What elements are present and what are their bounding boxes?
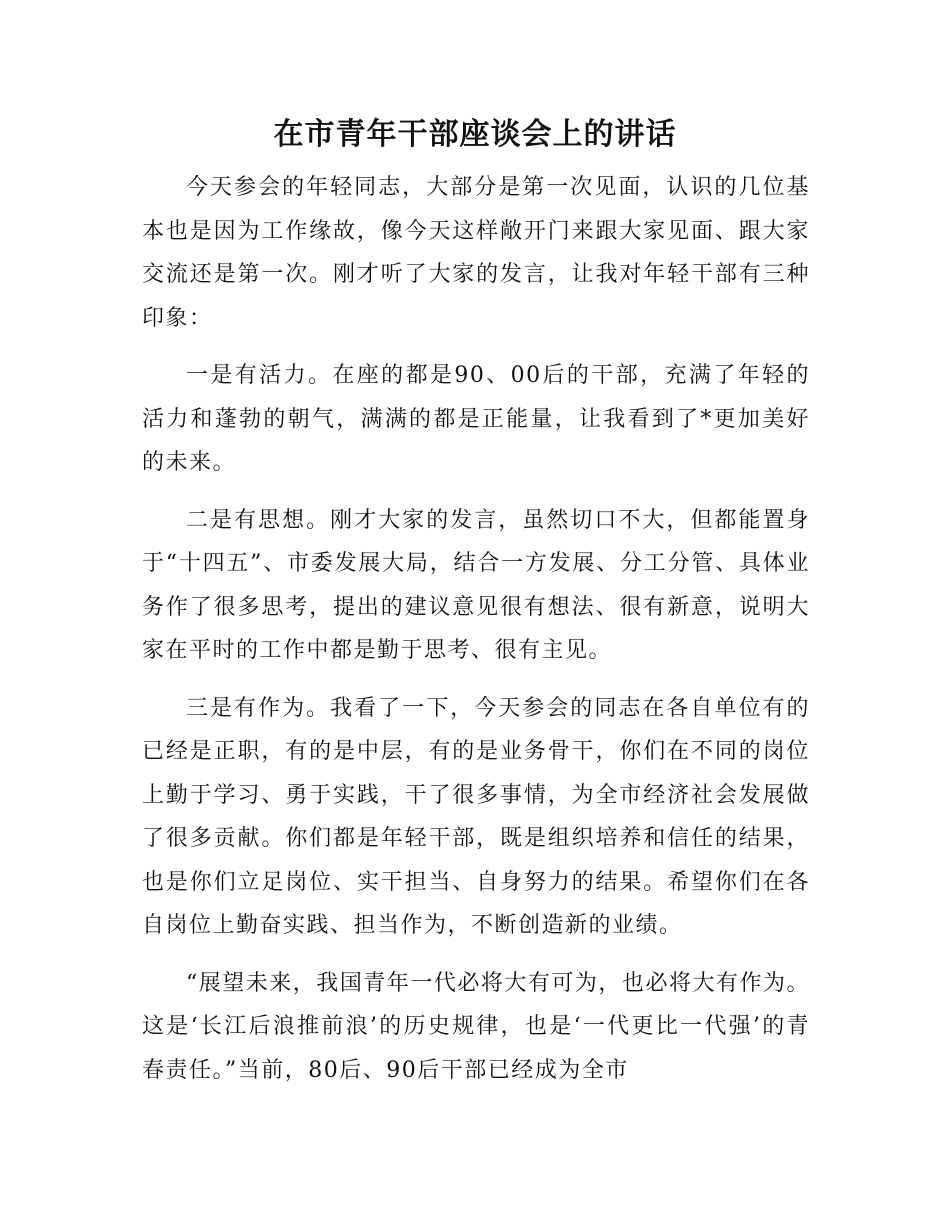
document-body xyxy=(142,166,810,1106)
document-title: 在市青年干部座谈会上的讲话 xyxy=(273,117,677,152)
paragraph-vitality: 一是有活力。在座的都是90、00后的干部，充满了年轻的活力和蓬勃的朝气，满满的都是正能量，让我看到了*更加美好的未来。 xyxy=(142,363,810,475)
paragraph-achievement: 三是有作为。我看了一下，今天参会的同志在各自单位有的已经是正职，有的是中层，有的是业务骨干，你们在不同的岗位上勤于学习、勇于实践，干了很多事情，为全市经济社会发展做了很多贡献。你们都是年轻干部，既是组织培养和信任的结果，也是你们立足岗位、实干担当、自身努力的结果。希望你们在各自岗位上勤奋实践、担当作为，不断创造新的业绩。 xyxy=(142,695,810,938)
paragraph-intro: 今天参会的年轻同志，大部分是第一次见面，认识的几位基本也是因为工作缘故，像今天这样敞开门来跟大家见面、跟大家交流还是第一次。刚才听了大家的发言，让我对年轻干部有三种印象： xyxy=(142,175,810,331)
paragraph-future: “展望未来，我国青年一代必将大有可为，也必将大有作为。这是‘长江后浪推前浪’的历史规律，也是‘一代更比一代强’的青春责任。”当前，80后、90后干部已经成为全市 xyxy=(142,970,810,1083)
paragraph-thought: 二是有思想。刚才大家的发言，虽然切口不大，但都能置身于“十四五”、市委发展大局，结合一方发展、分工分管、具体业务作了很多思考，提出的建议意见很有想法、很有新意，说明大家在平时的工作中都是勤于思考、很有主见。 xyxy=(142,507,810,663)
